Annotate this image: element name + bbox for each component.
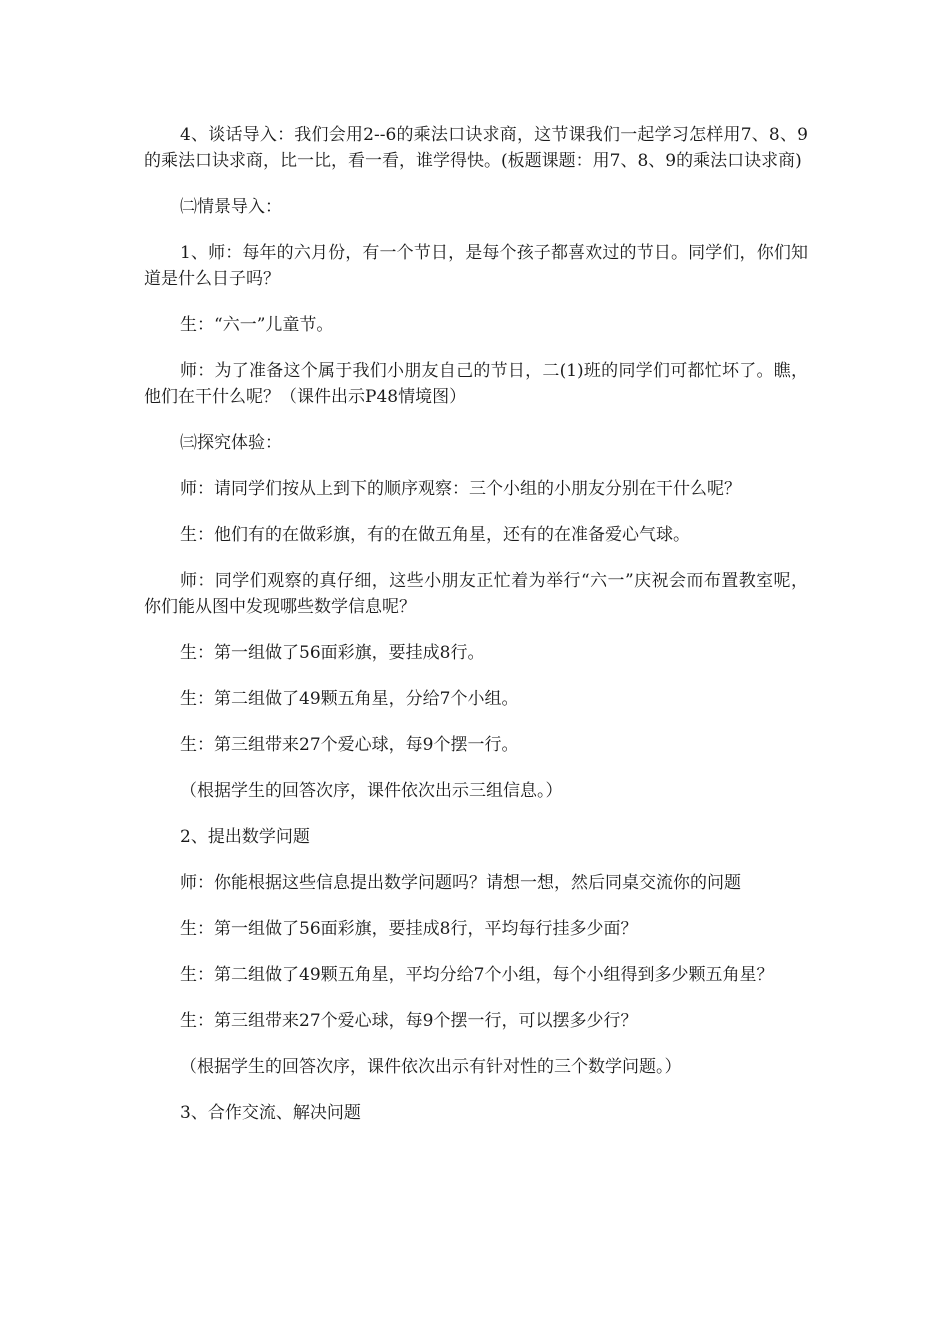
paragraph-student-observe: 生：他们有的在做彩旗，有的在做五角星，还有的在准备爱心气球。 bbox=[180, 525, 690, 545]
paragraph-teacher-info: 师：同学们观察的真仔细，这些小朋友正忙着为举行“六一”庆祝会而布置教室呢，你们能从图中发现哪些数学信息呢？ bbox=[144, 571, 808, 617]
paragraph-student-q3: 生：第三组带来27个爱心球，每9个摆一行，可以摆多少行？ bbox=[180, 1011, 638, 1031]
paragraph-teacher-question: 1、师：每年的六月份，有一个节日，是每个孩子都喜欢过的节日。同学们，你们知道是什么日子吗？ bbox=[144, 243, 808, 289]
paragraph-teacher-prepare: 师：为了准备这个属于我们小朋友自己的节日，二(1)班的同学们可都忙坏了。瞧，他们在干什么呢？（课件出示P48情境图） bbox=[144, 361, 808, 407]
section-heading-explore: ㈢探究体验： bbox=[180, 433, 282, 453]
paragraph-student-q2: 生：第二组做了49颗五角星，平均分给7个小组，每个小组得到多少颗五角星？ bbox=[180, 965, 774, 985]
section-heading-cooperate: 3、合作交流、解决问题 bbox=[180, 1103, 361, 1123]
paragraph-student-group2: 生：第二组做了49颗五角星，分给7个小组。 bbox=[180, 689, 519, 709]
paragraph-note-info: （根据学生的回答次序，课件依次出示三组信息。） bbox=[180, 781, 563, 801]
paragraph-student-answer: 生：“六一”儿童节。 bbox=[180, 315, 334, 335]
paragraph-teacher-ask: 师：你能根据这些信息提出数学问题吗？请想一想，然后同桌交流你的问题 bbox=[180, 873, 741, 893]
paragraph-teacher-observe: 师：请同学们按从上到下的顺序观察：三个小组的小朋友分别在干什么呢？ bbox=[180, 479, 741, 499]
section-heading-questions: 2、提出数学问题 bbox=[180, 827, 310, 847]
paragraph-intro-talk: 4、谈话导入：我们会用2--6的乘法口诀求商，这节课我们一起学习怎样用7、8、9的乘法口诀求商，比一比，看一看，谁学得快。(板题课题：用7、8、9的乘法口诀求商) bbox=[144, 125, 808, 171]
paragraph-student-group3: 生：第三组带来27个爱心球，每9个摆一行。 bbox=[180, 735, 519, 755]
paragraph-note-questions: （根据学生的回答次序，课件依次出示有针对性的三个数学问题。） bbox=[180, 1057, 682, 1077]
document-body bbox=[144, 122, 808, 1146]
section-heading-scenario: ㈡情景导入： bbox=[180, 197, 282, 217]
paragraph-student-group1: 生：第一组做了56面彩旗，要挂成8行。 bbox=[180, 643, 485, 663]
paragraph-student-q1: 生：第一组做了56面彩旗，要挂成8行，平均每行挂多少面？ bbox=[180, 919, 638, 939]
